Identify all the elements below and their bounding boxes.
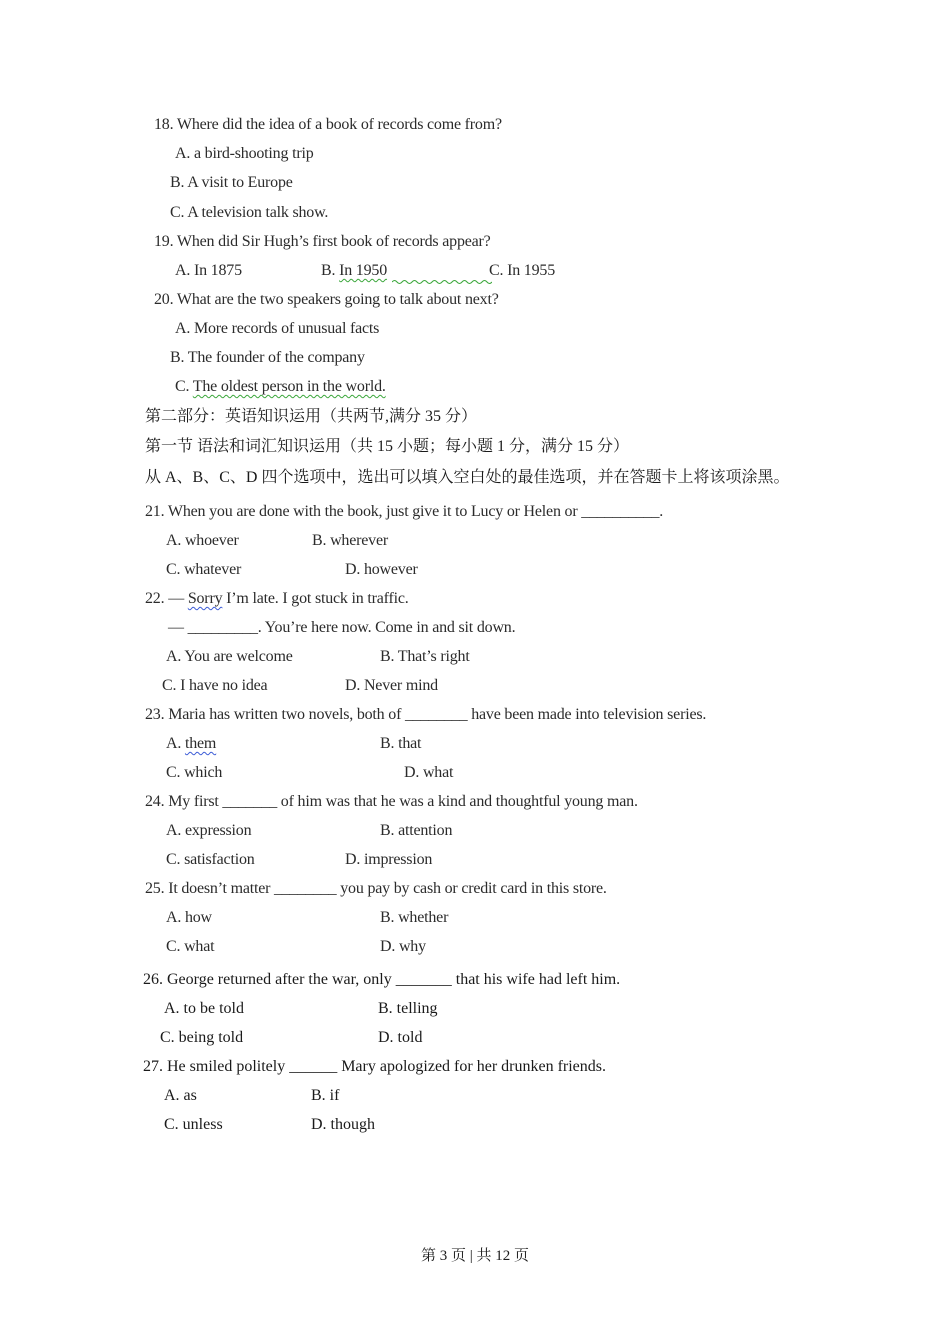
q27-option-a: A. as bbox=[164, 1087, 197, 1104]
q19-option-b-label: B. bbox=[321, 262, 340, 279]
q26-option-b: B. telling bbox=[378, 1000, 438, 1017]
q26-option-d: D. told bbox=[378, 1029, 423, 1046]
q21-option-c: C. whatever bbox=[166, 561, 242, 578]
q22-option-b: B. That’s right bbox=[380, 648, 470, 665]
q22-line1-rest: I’m late. I got stuck in traffic. bbox=[222, 590, 409, 607]
q24-option-a: A. expression bbox=[166, 822, 252, 839]
q19-option-b-year: In 1950 bbox=[339, 262, 388, 279]
q25-question: 25. It doesn’t matter ________ you pay by cash or credit card in this store. bbox=[145, 880, 607, 897]
q24-option-b: B. attention bbox=[380, 822, 453, 839]
q20-question: 20. What are the two speakers going to talk about next? bbox=[154, 291, 499, 308]
q18-question: 18. Where did the idea of a book of records come from? bbox=[154, 116, 502, 133]
q23-option-c: C. which bbox=[166, 764, 223, 781]
q22-line2: — _________. You’re here now. Come in and sit down. bbox=[168, 619, 516, 636]
q27-option-d: D. though bbox=[311, 1116, 375, 1133]
q21-question: 21. When you are done with the book, just give it to Lucy or Helen or __________. bbox=[145, 503, 664, 520]
q24-question: 24. My first _______ of him was that he was a kind and thoughtful young man. bbox=[145, 793, 638, 810]
q20-option-c-text: The oldest person in the world. bbox=[192, 378, 386, 395]
grammar-check-underline bbox=[392, 279, 492, 285]
q22-option-a: A. You are welcome bbox=[166, 648, 293, 665]
q27-option-b: B. if bbox=[311, 1087, 340, 1104]
q19-option-c: C. In 1955 bbox=[489, 262, 556, 279]
q23-option-a-word: them bbox=[184, 735, 217, 752]
q21-option-d: D. however bbox=[345, 561, 418, 578]
q26-question: 26. George returned after the war, only _______ that his wife had left him. bbox=[143, 971, 621, 988]
q23-option-a bbox=[166, 734, 216, 754]
q19-question: 19. When did Sir Hugh’s first book of records appear? bbox=[154, 233, 491, 250]
q24-option-d: D. impression bbox=[345, 851, 433, 868]
q24-option-c: C. satisfaction bbox=[166, 851, 255, 868]
page-footer: 第 3 页 | 共 12 页 bbox=[420, 1248, 529, 1264]
q22-option-c: C. I have no idea bbox=[162, 677, 268, 694]
instruction: 从 A、B、C、D 四个选项中，选出可以填入空白处的最佳选项，并在答题卡上将该项涂黑。 bbox=[145, 469, 790, 486]
q18-option-b: B. A visit to Europe bbox=[170, 174, 293, 191]
q25-option-b: B. whether bbox=[380, 909, 449, 926]
q23-option-d: D. what bbox=[404, 764, 454, 781]
q27-option-c: C. unless bbox=[164, 1116, 223, 1133]
q25-option-c: C. what bbox=[166, 938, 215, 955]
q22-prefix: 22. — bbox=[145, 590, 188, 607]
q20-option-a: A. More records of unusual facts bbox=[175, 320, 380, 337]
q22-option-d: D. Never mind bbox=[345, 677, 438, 694]
q22-sorry: Sorry bbox=[187, 590, 223, 607]
q19-option-b bbox=[321, 261, 387, 281]
q23-question: 23. Maria has written two novels, both of ________ have been made into television series. bbox=[145, 706, 707, 723]
q20-option-c-label: C. bbox=[175, 378, 193, 395]
q26-option-c: C. being told bbox=[160, 1029, 244, 1046]
part-title: 第二部分：英语知识运用（共两节,满分 35 分） bbox=[145, 408, 478, 425]
q21-option-a: A. whoever bbox=[166, 532, 239, 549]
subsection-title: 第一节 语法和词汇知识运用（共 15 小题；每小题 1 分，满分 15 分） bbox=[145, 438, 630, 455]
q19-option-a: A. In 1875 bbox=[175, 262, 242, 279]
q22-line1 bbox=[145, 589, 409, 609]
q23-option-b: B. that bbox=[380, 735, 422, 752]
q21-option-b: B. wherever bbox=[312, 532, 388, 549]
q23-option-a-label: A. bbox=[166, 735, 185, 752]
q26-option-a: A. to be told bbox=[164, 1000, 244, 1017]
q20-option-c bbox=[175, 377, 386, 397]
q20-option-b: B. The founder of the company bbox=[170, 349, 365, 366]
q25-option-d: D. why bbox=[380, 938, 426, 955]
q27-question: 27. He smiled politely ______ Mary apologized for her drunken friends. bbox=[143, 1058, 606, 1075]
q18-option-c: C. A television talk show. bbox=[170, 204, 329, 221]
q25-option-a: A. how bbox=[166, 909, 212, 926]
q18-option-a: A. a bird-shooting trip bbox=[175, 145, 314, 162]
